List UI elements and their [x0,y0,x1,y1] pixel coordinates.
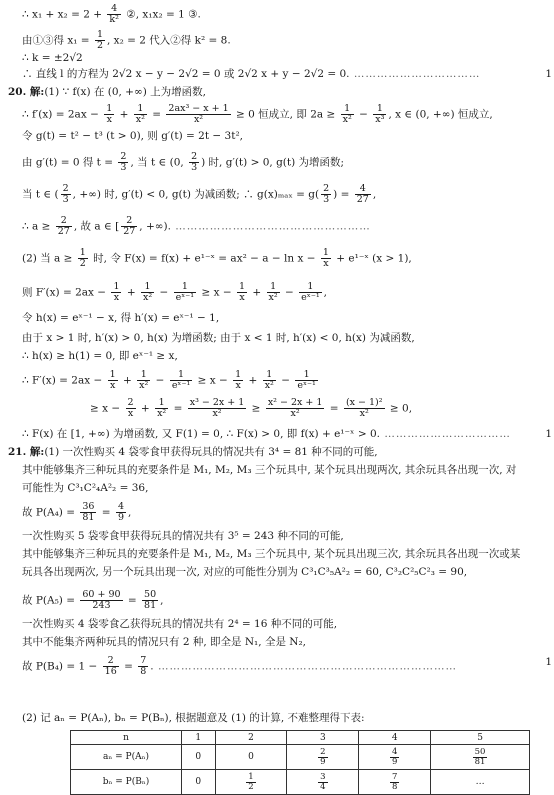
math-fraction [138,656,148,677]
text-line [0,590,554,611]
fraction-numerator: 1 [141,282,154,293]
fraction-denominator: eˣ⁻¹ [175,291,195,303]
text-line [0,548,554,561]
fraction-numerator: 4 [107,4,121,15]
fraction-denominator: 81 [474,756,486,767]
math-text: (1) 一次性购买 4 袋零食甲获得玩具的情况共有 3⁴ = 81 种不同的可能, [44,446,378,458]
math-text: , [372,188,377,201]
fraction-numerator: 36 [82,501,95,512]
fraction-numerator: 7 [391,771,398,782]
fraction-numerator: 50 [474,746,486,757]
text-line [0,428,554,441]
math-text: = [98,506,114,519]
fraction-denominator: x² [142,291,153,303]
fraction-denominator: x² [359,407,369,419]
text-line [0,86,554,99]
text-line [0,464,554,477]
fraction-numerator: 4 [391,746,398,757]
math-fraction [188,398,247,419]
table-cell [287,745,359,770]
fraction-numerator: 1 [79,247,86,258]
fraction-numerator: 1 [248,771,254,782]
math-text: ②, x₁x₂ = 1 ③. [122,8,201,21]
table-cell [359,770,431,795]
text-line [0,216,554,237]
fraction-numerator: 1 [174,282,196,293]
math-text: , +∞). [139,220,171,233]
math-text: , [160,594,164,607]
math-text: 令 g(t) = t² − t³ (t > 0), 则 g′(t) = 2t − 3t², [22,130,244,142]
text-line [0,184,554,205]
table-header-cell: 5 [431,731,530,745]
fraction-numerator: x² − 2x + 1 [267,397,323,408]
math-fraction [155,398,168,419]
fraction-numerator: 1 [238,281,246,292]
math-fraction [108,370,118,391]
math-text: ∴ x₁ + x₂ = 2 + [22,8,106,21]
math-fraction [126,398,136,419]
math-text: + [119,374,136,387]
table-header-row [71,731,530,745]
table-row-label: bₙ = P(Bₙ) [71,770,182,795]
fraction-denominator: x [127,407,134,419]
text-line [0,248,554,269]
math-fraction [134,104,147,125]
math-fraction [103,656,119,677]
math-fraction [137,370,150,391]
math-fraction [78,248,88,269]
math-text: 一次性购买 4 袋零食乙获得玩具的情况共有 2⁴ = 16 种不同的可能, [22,618,338,630]
table-row-label: aₙ = P(Aₙ) [71,745,182,770]
fraction-denominator: x² [157,407,167,419]
text-line [0,30,554,51]
math-fraction [267,282,280,303]
math-text: 则 F′(x) = 2ax − [22,286,110,299]
fraction-numerator: 60 + 90 [82,589,121,600]
math-text: 当 t ∈ ( [22,188,59,201]
math-fraction [321,184,331,205]
math-text: + e¹⁻ˣ (x > 1), [332,252,412,265]
text-line [0,712,554,725]
math-text: 令 h(x) = eˣ⁻¹ − x, 得 h′(x) = eˣ⁻¹ − 1, [22,312,220,324]
cell-fraction [318,773,327,792]
fraction-denominator: 27 [356,193,369,205]
fraction-numerator: 1 [373,104,386,115]
cell-fraction [318,748,327,767]
fraction-denominator: 27 [123,225,136,237]
fraction-numerator: 50 [144,589,157,600]
table-header-cell: 1 [182,731,216,745]
text-line [0,636,554,649]
score-leader-dots: …………………………… [380,428,511,440]
math-fraction [295,370,317,391]
math-text: (2) 当 a ≥ [22,252,76,265]
math-text: + [123,286,139,299]
text-line [0,4,554,25]
fraction-numerator: 2ax³ − x + 1 [168,103,229,114]
math-text: ≥ x − [90,402,124,415]
math-text: , 故 a ∈ [ [73,220,120,233]
table-cell [287,770,359,795]
math-text: 其中不能集齐两种玩具的情况只有 2 种, 即全是 N₁, 全是 N₂, [22,636,307,648]
score-mark: 1 [545,68,552,80]
fraction-denominator: x [235,379,241,391]
math-fraction [118,152,128,173]
fraction-numerator: 1 [295,370,317,381]
text-line [0,350,554,363]
fraction-denominator: eˣ⁻¹ [301,291,320,303]
fraction-numerator: 7 [140,655,147,666]
math-fraction [104,104,114,125]
math-text: 故 P(B₄) = 1 − [22,660,101,673]
math-fraction [189,152,199,173]
text-line [0,482,554,495]
fraction-numerator: 1 [106,103,113,114]
table-cell: 0 [215,745,287,770]
math-text: ∴ F′(x) = 2ax − [22,374,106,387]
math-fraction [111,282,121,303]
math-text: 可能性为 C³₁C²₄A²₂ = 36, [22,482,149,494]
math-text: ∴ F(x) 在 [1, +∞) 为增函数, 又 F(1) = 0, ∴ F(x) > 0, 即 f(x) + e¹⁻ˣ > 0. [22,428,380,440]
fraction-denominator: x² [342,113,352,125]
fraction-denominator: 2 [79,257,86,269]
text-line [0,130,554,143]
fraction-denominator: 243 [92,599,111,611]
math-text: , x ∈ (0, +∞) 恒成立, [388,108,493,121]
table-cell: 0 [182,745,216,770]
fraction-numerator: 1 [235,369,242,380]
math-text: 故 P(A₄) = [22,506,79,519]
math-text: ∴ 直线 l 的方程为 2√2 x − y − 2√2 = 0 或 2√2 x + y − 2√2 = 0. [22,68,350,80]
math-fraction [56,216,72,237]
fraction-numerator: (x − 1)² [345,397,383,408]
math-fraction [61,184,71,205]
text-line [0,282,554,303]
math-fraction [355,184,371,205]
text-line [0,370,554,391]
table-header-cell: 2 [215,731,287,745]
math-text: − [355,108,372,121]
fraction-denominator: 27 [57,225,70,237]
math-fraction [80,502,96,523]
fraction-numerator: 1 [170,370,192,381]
math-text: . [150,660,154,673]
math-text: 其中能够集齐三种玩具的充要条件是 M₁, M₂, M₃ 三个玩具中, 某个玩具出现三次, 其余玩具各出现一次或某 [22,548,521,560]
text-line [0,52,554,65]
math-text: + [249,286,265,299]
fraction-numerator: x³ − 2x + 1 [189,397,245,408]
math-fraction [166,104,230,125]
math-text: ) 时, g′(t) > 0, g(t) 为增函数; [201,156,345,169]
table-header-label: n [71,731,182,745]
math-text: = [120,660,137,673]
math-fraction [373,104,386,125]
text-line [0,104,554,125]
math-text: 其中能够集齐三种玩具的充要条件是 M₁, M₂, M₃ 三个玩具中, 某个玩具出现两次, 其余玩具各出现一次, 对 [22,464,517,476]
fraction-denominator: 8 [391,781,398,792]
math-text: 时, 令 F(x) = f(x) + e¹⁻ˣ = ax² − a − ln x − [89,252,319,265]
fraction-denominator: eˣ⁻¹ [171,379,191,391]
text-line [0,152,554,173]
score-leader-dots: …………………………………………… [170,220,371,233]
math-text: (2) 记 aₙ = P(Aₙ), bₙ = P(Bₙ), 根据题意及 (1) 的计算, 不难整理得下表: [22,712,365,724]
fraction-numerator: 1 [134,104,147,115]
fraction-numerator: 1 [263,370,276,381]
fraction-numerator: 1 [109,369,116,380]
fraction-denominator: eˣ⁻¹ [297,379,316,391]
fraction-numerator: 2 [121,216,137,227]
math-text: ≥ 0 恒成立, 即 2a ≥ [232,108,339,121]
math-fraction [116,502,126,523]
problem-number: 21. 解: [8,446,45,458]
math-text: ∴ a ≥ [22,220,54,233]
fraction-denominator: x [323,257,329,269]
fraction-numerator: 2 [120,151,127,162]
math-fraction [266,398,325,419]
fraction-denominator: 3 [323,193,330,205]
fraction-denominator: x² [268,291,278,303]
score-mark: 1 [545,428,552,440]
table-header-cell: 4 [359,731,431,745]
fraction-denominator: 9 [320,756,326,767]
math-text: ≥ [248,402,264,415]
table-cell [431,745,530,770]
fraction-denominator: k² [109,13,119,25]
math-text: 由①③得 x₁ = [22,34,93,47]
fraction-denominator: 81 [82,511,95,523]
fraction-denominator: 9 [117,511,124,523]
fraction-numerator: 1 [113,281,120,292]
fraction-denominator: 3 [120,161,127,173]
math-text: ) = [333,188,353,201]
table-row [71,745,530,770]
fraction-denominator: x² [135,113,145,125]
fraction-numerator: 1 [341,104,354,115]
fraction-numerator: 2 [323,183,330,194]
text-line [0,566,554,579]
math-fraction [263,370,276,391]
math-text: = [124,594,141,607]
score-leader-dots: …………………………… [349,68,481,80]
math-fraction [299,282,321,303]
fraction-denominator: x² [264,379,274,391]
math-fraction [141,282,154,303]
math-text: 一次性购买 5 袋零食甲获得玩具的情况共有 3⁵ = 243 种不同的可能, [22,530,344,542]
text-line [0,502,554,523]
text-line [0,446,554,459]
fraction-denominator: 81 [144,599,157,611]
fraction-numerator: 1 [322,247,329,258]
fraction-numerator: 2 [191,151,198,162]
fraction-numerator: 2 [103,656,119,667]
fraction-denominator: 16 [104,665,117,677]
math-text: (1) ∵ f(x) 在 (0, +∞) 上为增函数, [44,86,206,98]
fraction-denominator: 9 [391,756,398,767]
math-text: 由 g′(t) = 0 得 t = [22,156,117,169]
fraction-denominator: x [109,379,116,391]
fraction-denominator: x² [193,113,204,125]
score-leader-dots: …………………………………………………………………… [153,660,457,673]
fraction-denominator: x³ [375,113,385,125]
fraction-numerator: 2 [127,397,134,408]
math-fraction [107,4,121,25]
fraction-numerator: 2 [62,183,69,194]
math-text: ≥ 0, [386,402,413,415]
math-fraction [237,282,247,303]
math-text: 由于 x > 1 时, h′(x) > 0, h(x) 为增函数; 由于 x < 1 时, h′(x) < 0, h(x) 为减函数, [22,332,415,344]
math-fraction [321,248,331,269]
fraction-denominator: x [106,113,112,125]
fraction-numerator: 3 [320,771,326,782]
math-text: + [245,374,261,387]
fraction-denominator: x² [290,407,300,419]
fraction-numerator: 2 [56,216,72,227]
cell-fraction [246,773,255,792]
math-text: ∴ h(x) ≥ h(1) = 0, 即 eˣ⁻¹ ≥ x, [22,350,178,362]
score-mark: 1 [545,656,552,668]
math-text: , x₂ = 2 代入②得 k² = 8. [107,34,231,47]
math-text: + [116,108,132,121]
fraction-denominator: x² [212,407,222,419]
fraction-numerator: 1 [155,398,168,409]
fraction-numerator: 1 [299,282,321,293]
table-header-cell: 3 [287,731,359,745]
text-line [0,618,554,631]
math-text: , 当 t ∈ (0, [130,156,188,169]
fraction-denominator: x [113,291,120,303]
math-text: = [148,108,165,121]
table-cell: … [431,770,530,795]
math-text: 玩具各出现两次, 另一个玩具出现一次, 对应的可能性分别为 C³₁C³₅A²₂ = 60, C³₂C²₅C²₃ = 90, [22,566,468,578]
math-text: + [137,402,154,415]
math-fraction [344,398,385,419]
cell-fraction [473,748,488,767]
math-text: = [326,402,342,415]
text-line [0,656,554,677]
math-fraction [95,30,105,51]
math-text: − [152,374,168,387]
math-text: − [281,286,298,299]
text-line [0,530,554,543]
math-text: 故 P(A₅) = [22,594,79,607]
math-text: ∴ f′(x) = 2ax − [22,108,103,121]
fraction-denominator: 3 [191,161,198,173]
fraction-numerator: 1 [96,29,103,40]
math-text: , [128,506,132,519]
probability-table [70,730,530,795]
text-line [0,312,554,325]
fraction-numerator: 4 [117,501,124,512]
math-text: − [277,374,294,387]
fraction-denominator: 4 [320,781,326,792]
fraction-numerator: 1 [137,370,150,381]
text-line [0,68,554,81]
table-cell [359,745,431,770]
fraction-denominator: x² [139,379,149,391]
math-fraction [121,216,137,237]
math-text: ∴ k = ±2√2 [22,52,83,64]
math-text: ≥ x − [198,286,235,299]
problem-number: 20. 解: [8,86,45,98]
math-fraction [142,590,158,611]
math-fraction [170,370,192,391]
cell-fraction [390,748,399,767]
math-fraction [174,282,196,303]
table-cell: 0 [182,770,216,795]
math-fraction [80,590,122,611]
math-text: − [156,286,172,299]
fraction-denominator: 8 [140,665,147,677]
fraction-denominator: 3 [62,193,69,205]
table-row [71,770,530,795]
text-line [0,332,554,345]
fraction-numerator: 2 [320,746,326,757]
table-cell [215,770,287,795]
math-text: ≥ x − [194,374,232,387]
text-line [0,398,554,419]
math-fraction [233,370,243,391]
fraction-denominator: 2 [248,781,254,792]
fraction-numerator: 4 [355,184,371,195]
cell-fraction [390,773,399,792]
math-text: , [323,286,327,299]
fraction-numerator: 1 [267,282,280,293]
fraction-denominator: x [239,291,245,303]
math-fraction [341,104,354,125]
math-text: , +∞) 时, g′(t) < 0, g(t) 为减函数; ∴ g(x)ₘₐₓ = g( [72,188,320,201]
fraction-denominator: 2 [96,39,103,51]
math-text: = [170,402,186,415]
